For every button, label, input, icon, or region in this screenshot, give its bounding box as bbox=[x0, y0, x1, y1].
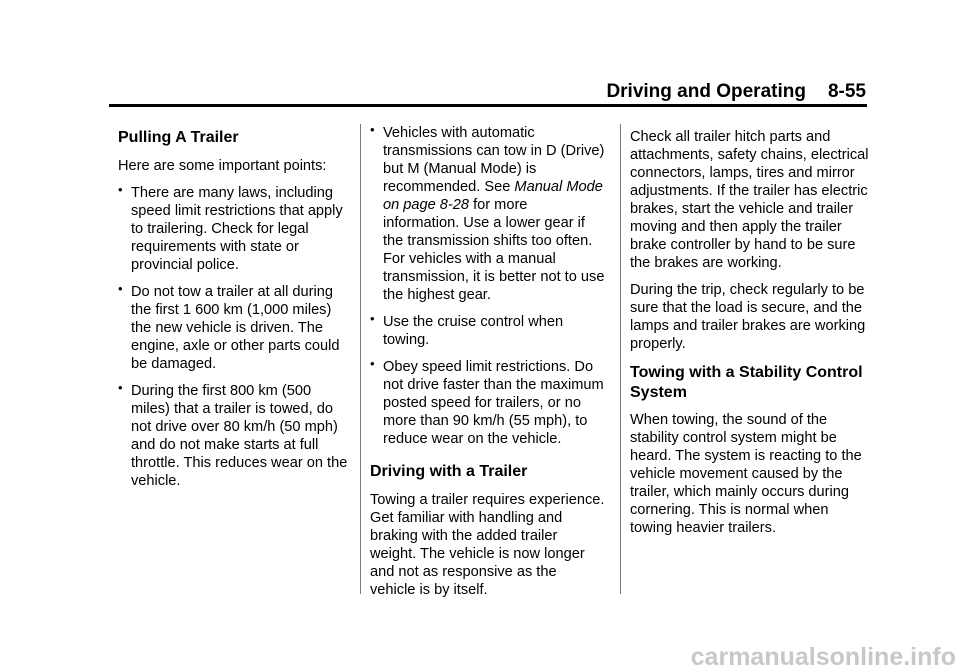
column-divider bbox=[620, 124, 621, 594]
section-heading: Pulling A Trailer bbox=[118, 129, 239, 146]
column-2 bbox=[370, 124, 606, 608]
list-item: • Do not tow a trailer at all during the first 1 600 km (1,000 miles) the new vehicle is driven. The engine, axle or other parts could be damaged. bbox=[118, 281, 340, 372]
list-item: • Obey speed limit restrictions. Do not drive faster than the maximum posted speed for trailers, or no more than 90 km/h (55 mph), to reduce wear on the vehicle. bbox=[370, 356, 604, 447]
page-number: 8-55 bbox=[827, 81, 866, 102]
column-divider bbox=[360, 124, 361, 594]
body-paragraph: When towing, the sound of the stability control system might be heard. The system is reacting to the vehicle movement caused by the trailer, which mainly occurs during cornering. This is normal when towing heavier trailers. bbox=[630, 412, 862, 536]
body-paragraph: During the trip, check regularly to be sure that the load is secure, and the lamps and trailer brakes are working properly. bbox=[630, 282, 866, 352]
section-heading: Towing with a Stability Control System bbox=[630, 364, 863, 401]
bullet-icon: • bbox=[118, 281, 123, 296]
list-item: • Use the cruise control when towing. bbox=[370, 311, 564, 348]
list-item: • Vehicles with automatic transmissions can tow in D (Drive) but M (Manual Mode) is recommended. See Manual Mode on page 8-28 for more information. Use a lower gear if the transmission shifts too often. For vehicles with a manual transmission, it is better not to use the highest gear. bbox=[370, 122, 605, 303]
bullet-icon: • bbox=[118, 380, 123, 395]
bullet-icon: • bbox=[118, 182, 123, 197]
list-item: • There are many laws, including speed limit restrictions that apply to trailering. Check for legal requirements with state or provincial police. bbox=[118, 182, 343, 273]
bullet-icon: • bbox=[370, 356, 375, 371]
bullet-list bbox=[370, 124, 606, 448]
list-item: • During the first 800 km (500 miles) that a trailer is towed, do not drive over 80 km/h (50 mph) and do not make starts at full throttle. This reduces wear on the vehicle. bbox=[118, 380, 348, 489]
column-1 bbox=[118, 128, 354, 499]
intro-text: Here are some important points: bbox=[118, 158, 327, 174]
section-title: Driving and Operating bbox=[606, 81, 806, 102]
header-rule bbox=[109, 104, 867, 107]
cross-reference-link[interactable]: Manual Mode on page 8-28 bbox=[383, 179, 603, 213]
page-header bbox=[600, 81, 866, 103]
body-paragraph: Towing a trailer requires experience. Get familiar with handling and braking with the added trailer weight. The vehicle is now longer and not as responsive as the vehicle is by itself. bbox=[370, 492, 605, 598]
bullet-icon: • bbox=[370, 122, 375, 137]
column-3 bbox=[630, 128, 870, 546]
bullet-icon: • bbox=[370, 311, 375, 326]
bullet-list bbox=[118, 184, 354, 490]
section-heading: Driving with a Trailer bbox=[370, 463, 528, 480]
watermark: carmanualsonline.info bbox=[690, 643, 956, 671]
body-paragraph: Check all trailer hitch parts and attachments, safety chains, electrical connectors, lamps, tires and mirror adjustments. If the trailer has electric brakes, start the vehicle and trailer moving and then apply the trailer brake controller by hand to be sure the brakes are working. bbox=[630, 129, 869, 271]
